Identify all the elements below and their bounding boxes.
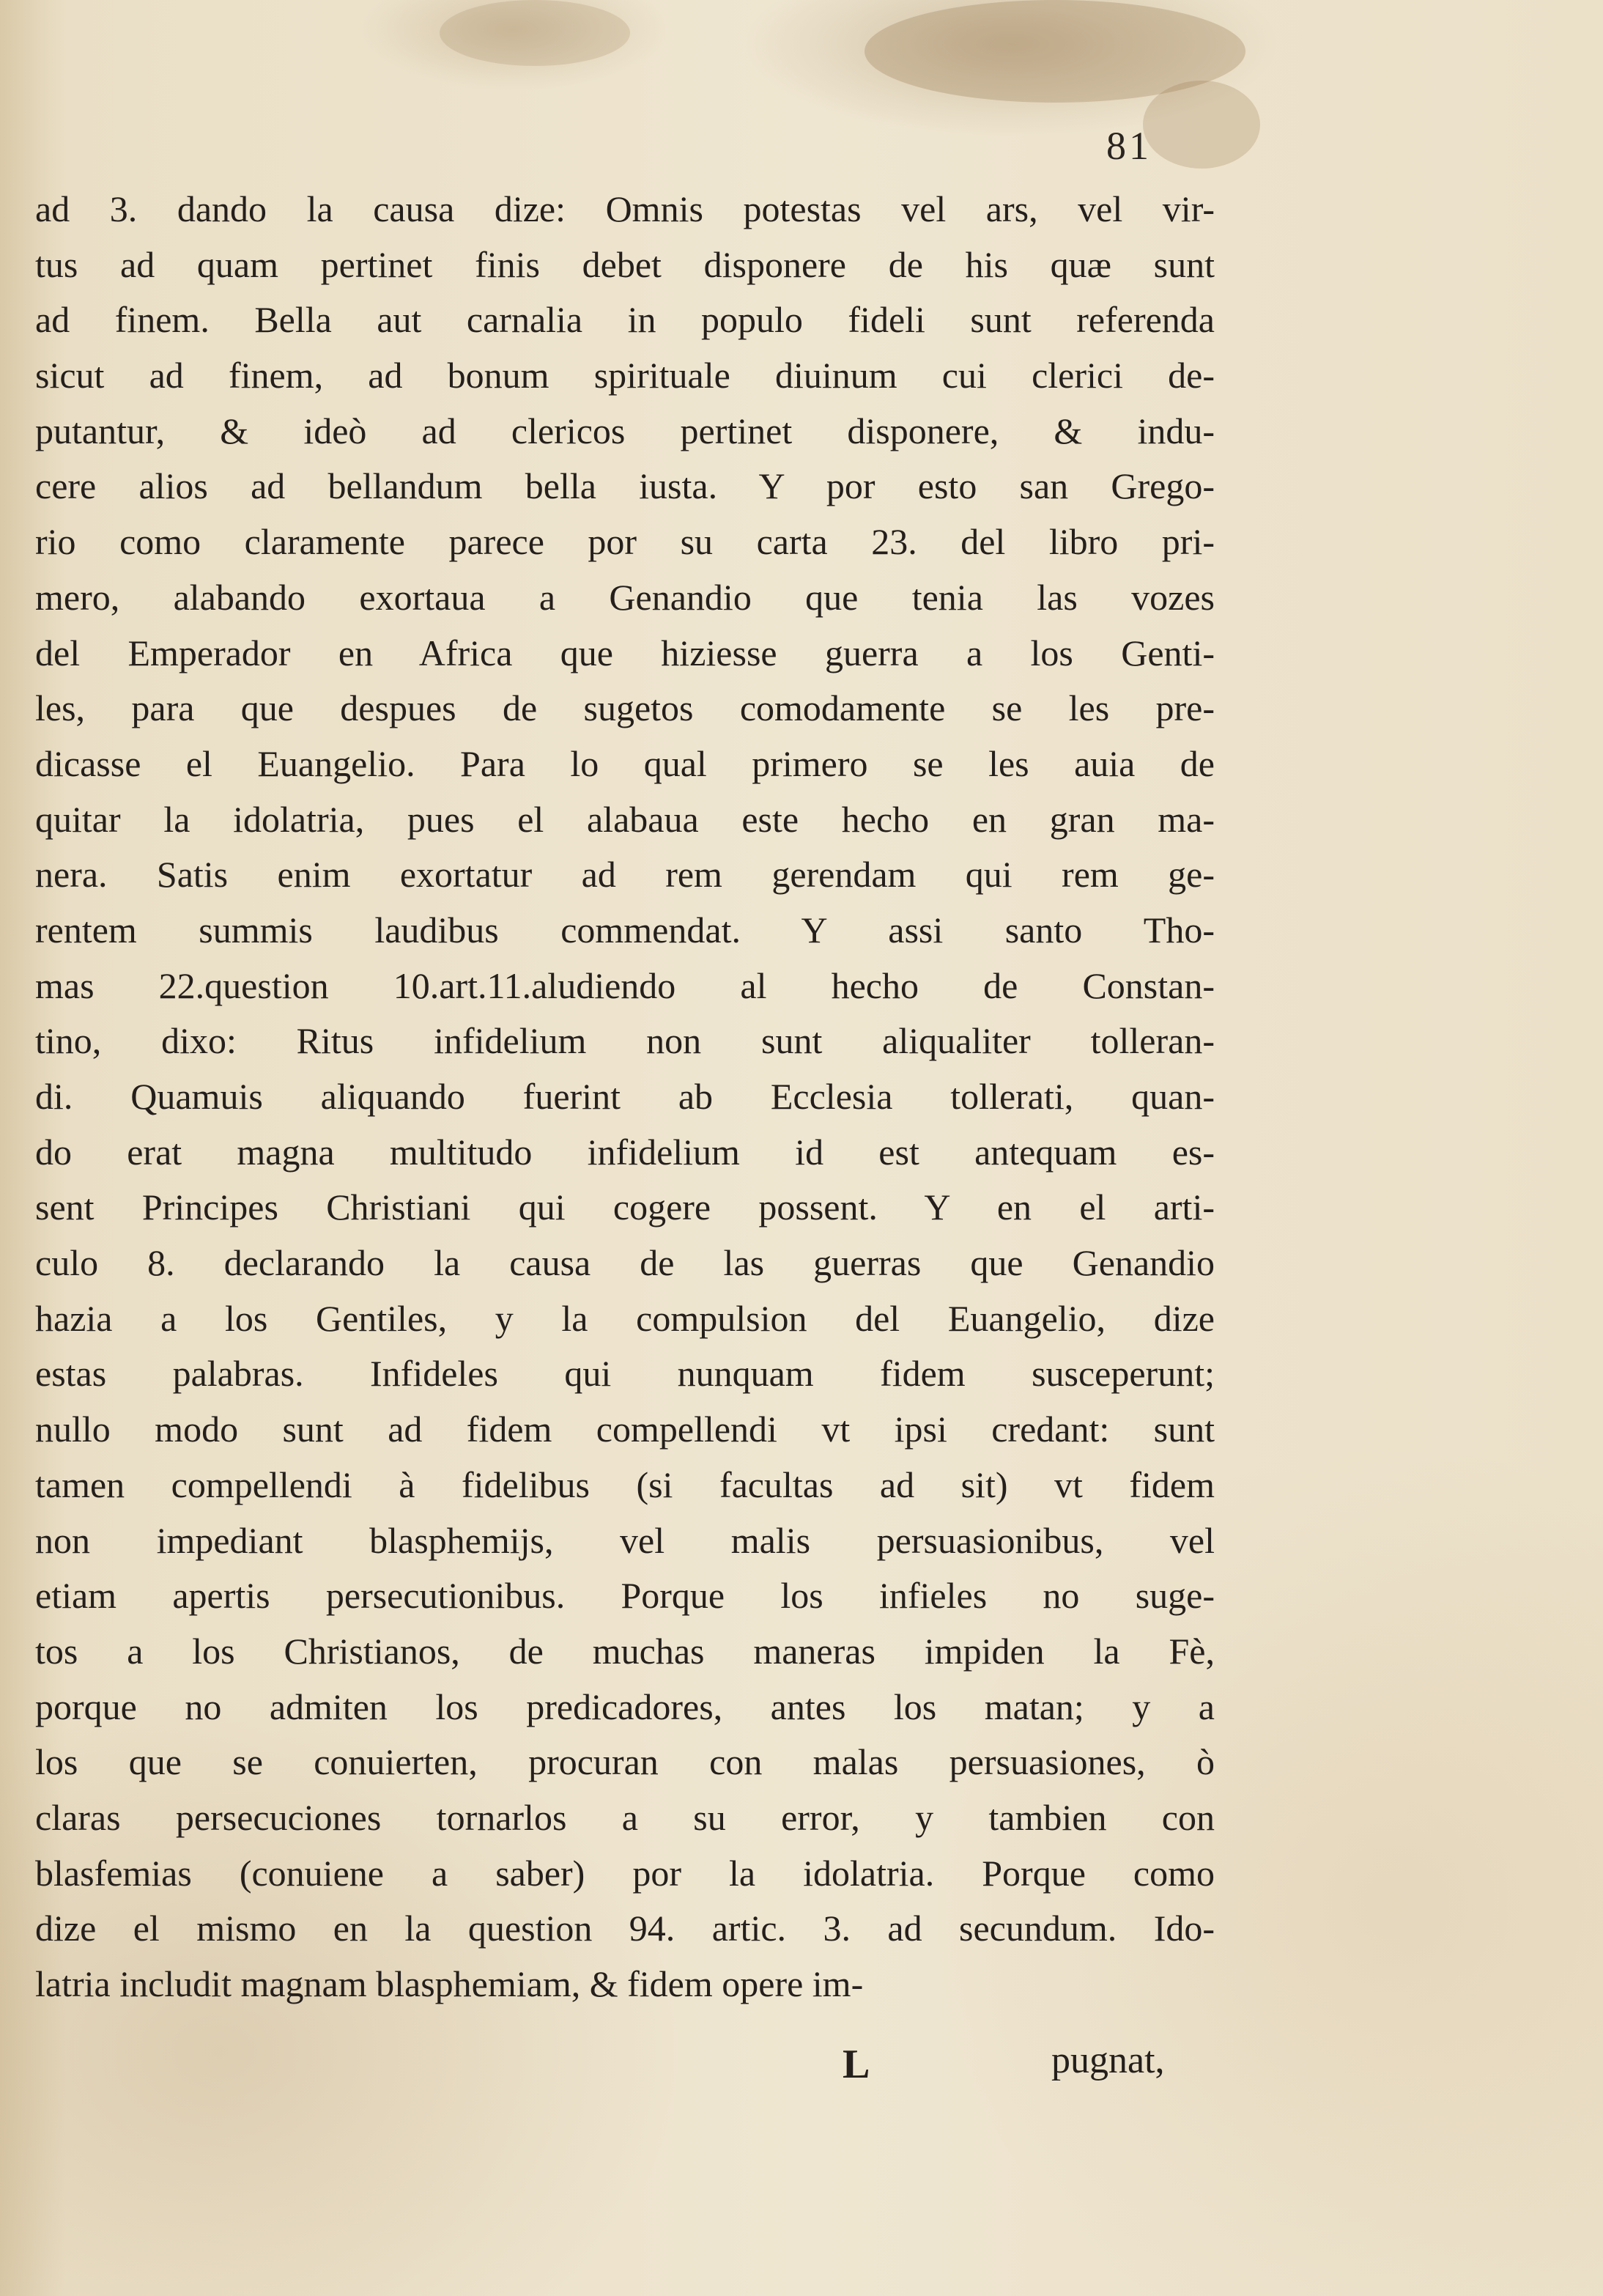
text-line: blasfemias (conuiene a saber) por la idolatria. Porque como xyxy=(35,1852,1215,1894)
text-line: rio como claramente parece por su carta 23. del libro pri- xyxy=(35,521,1215,563)
text-line: latria includit magnam blasphemiam, & fidem opere im- xyxy=(35,1963,864,2004)
text-line: culo 8. declarando la causa de las guerras que Genandio xyxy=(35,1242,1215,1284)
text-line: non impediant blasphemijs, vel malis persuasionibus, vel xyxy=(35,1519,1215,1561)
text-line: cere alios ad bellandum bella iusta. Y por esto san Grego- xyxy=(35,465,1215,507)
text-line: tus ad quam pertinet finis debet disponere de his quæ sunt xyxy=(35,243,1215,285)
text-line: tos a los Christianos, de muchas maneras impiden la Fè, xyxy=(35,1630,1215,1672)
text-line: etiam apertis persecutionibus. Porque los infieles no suge- xyxy=(35,1575,1215,1617)
stain xyxy=(1143,81,1260,169)
text-line: mero, alabando exortaua a Genandio que tenia las vozes xyxy=(35,576,1215,618)
text-line: putantur, & ideò ad clericos pertinet disponere, & indu- xyxy=(35,410,1215,451)
text-line: do erat magna multitudo infidelium id est antequam es- xyxy=(35,1131,1215,1173)
catchword: pugnat, xyxy=(1051,2040,1165,2081)
text-line: rentem summis laudibus commendat. Y assi santo Tho- xyxy=(35,909,1215,950)
text-line: nera. Satis enim exortatur ad rem gerendam qui rem ge- xyxy=(35,854,1215,896)
text-line: les, para que despues de sugetos comodamente se les pre- xyxy=(35,687,1215,729)
text-line: dize el mismo en la question 94. artic. 3. ad secundum. Ido- xyxy=(35,1908,1215,1949)
body-text xyxy=(35,182,1251,2012)
stain xyxy=(440,0,630,66)
text-line: nullo modo sunt ad fidem compellendi vt ipsi credant: sunt xyxy=(35,1409,1215,1450)
text-line: porque no admiten los predicadores, antes los matan; y a xyxy=(35,1686,1215,1727)
text-line: tino, dixo: Ritus infidelium non sunt aliqualiter tolleran- xyxy=(35,1020,1215,1062)
text-line: sent Principes Christiani qui cogere possent. Y en el arti- xyxy=(35,1186,1215,1228)
text-line: di. Quamuis aliquando fuerint ab Ecclesia tollerati, quan- xyxy=(35,1076,1215,1117)
text-line: quitar la idolatria, pues el alabaua este hecho en gran ma- xyxy=(35,798,1215,840)
text-line: sicut ad finem, ad bonum spirituale diuinum cui clerici de- xyxy=(35,355,1215,396)
page-number: 81 xyxy=(1106,124,1152,168)
text-line: ad 3. dando la causa dize: Omnis potestas vel ars, vel vir- xyxy=(35,188,1215,229)
text-line: del Emperador en Africa que hiziesse guerra a los Genti- xyxy=(35,632,1215,673)
text-line: mas 22.question 10.art.11.aludiendo al hecho de Constan- xyxy=(35,964,1215,1006)
signature-mark: L xyxy=(843,2042,870,2087)
text-line: estas palabras. Infideles qui nunquam fidem susceperunt; xyxy=(35,1353,1215,1395)
text-line: dicasse el Euangelio. Para lo qual primero se les auia de xyxy=(35,742,1215,784)
text-line: hazia a los Gentiles, y la compulsion del Euangelio, dize xyxy=(35,1297,1215,1339)
text-line: ad finem. Bella aut carnalia in populo fideli sunt referenda xyxy=(35,299,1215,341)
text-line: los que se conuierten, procuran con malas persuasiones, ò xyxy=(35,1741,1215,1783)
text-line: tamen compellendi à fidelibus (si facultas ad sit) vt fidem xyxy=(35,1463,1215,1505)
text-line: claras persecuciones tornarlos a su error, y tambien con xyxy=(35,1796,1215,1838)
